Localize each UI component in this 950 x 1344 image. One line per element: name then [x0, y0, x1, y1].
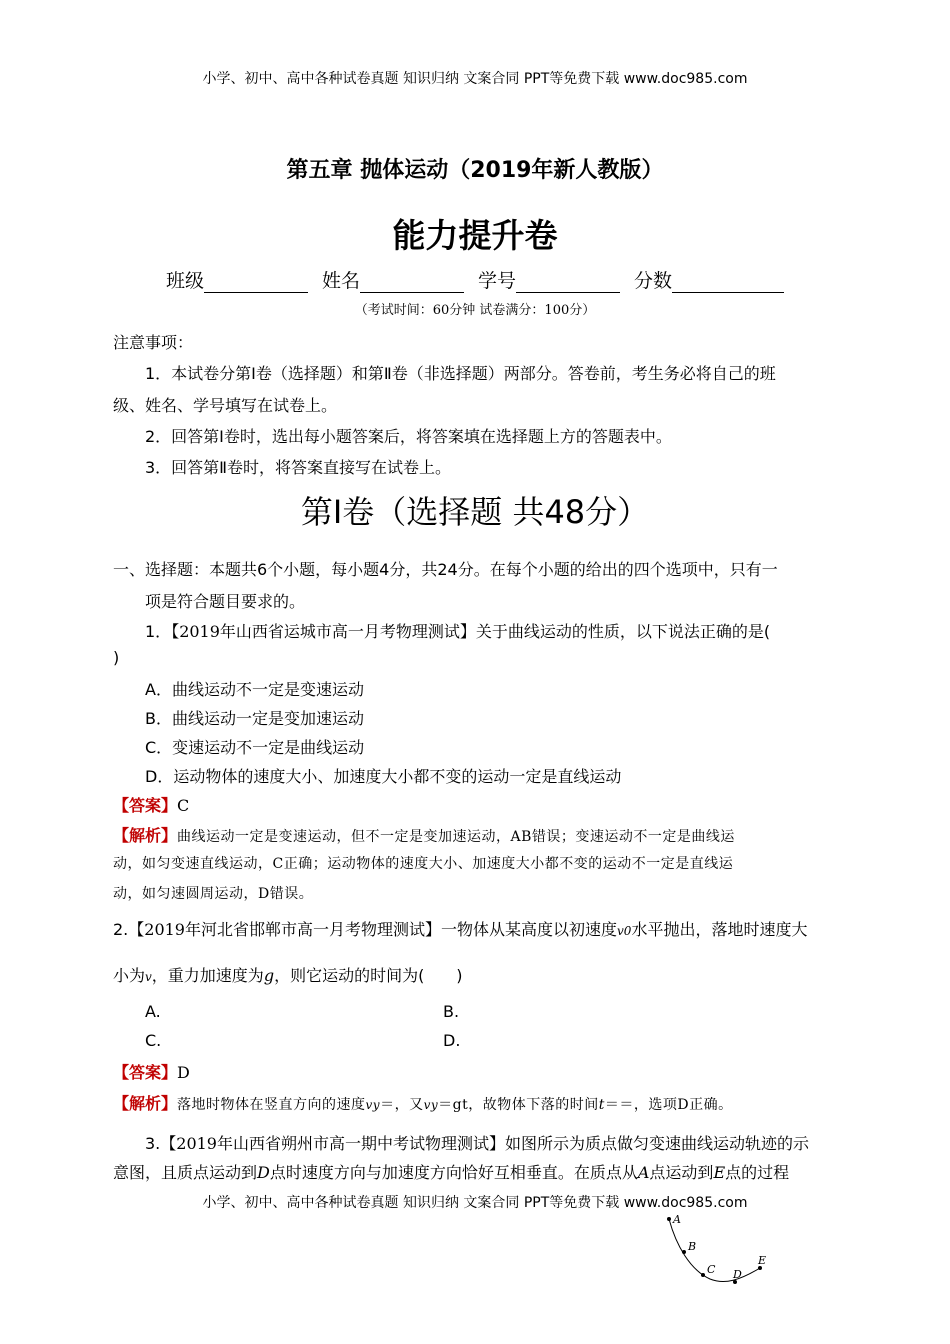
q2-stem-c: 小为 [113, 966, 146, 985]
note-item-3: 3．回答第Ⅱ卷时，将答案直接写在试卷上。 [145, 458, 452, 477]
q2-number: 2. [113, 920, 129, 939]
q2-option-a: A. [145, 1002, 161, 1021]
part1-intro-cont: 项是符合题目要求的。 [145, 592, 306, 611]
q3-stem-b: 点时速度方向与加速度方向恰好互相垂直。在质点从 [269, 1163, 638, 1182]
page-header: 小学、初中、高中各种试卷真题 知识归纳 文案合同 PPT等免费下载 www.doc985.com [202, 71, 748, 87]
q2-answer-value: D [177, 1063, 190, 1082]
q1-analysis-label: 【解析】 [113, 826, 178, 845]
question-3 [145, 1131, 809, 1154]
q1-answer [113, 793, 189, 816]
q3-stem-line1: 如图所示为质点做匀变速曲线运动轨迹的示 [505, 1134, 810, 1153]
question-1 [145, 619, 770, 642]
q2-answer-label: 【答案】 [113, 1063, 178, 1082]
q1-stem-end: ) [113, 648, 120, 667]
class-label: 班级 [165, 270, 204, 292]
q3-source: 【2019年山西省朔州市高一期中考试物理测试】 [160, 1134, 505, 1153]
q2-stem-a: 一物体从某高度以初速度 [441, 920, 618, 939]
number-blank[interactable] [516, 274, 620, 293]
q2-v0: v0 [617, 924, 632, 938]
q2-t: t [598, 1097, 605, 1113]
q3-point-e: E [713, 1163, 726, 1182]
q1-analysis-line3: 动，如匀速圆周运动，D错误。 [113, 886, 314, 902]
name-blank[interactable] [360, 274, 464, 293]
q1-answer-label: 【答案】 [113, 796, 178, 815]
class-blank[interactable] [204, 274, 308, 293]
point-e-label: E [758, 1254, 767, 1267]
point-b-dot [682, 1250, 686, 1254]
q2-answer [113, 1060, 190, 1083]
q1-option-c: C．变速运动不一定是曲线运动 [145, 738, 365, 757]
q2-stem-e: ，则它运动的时间为( ) [274, 966, 463, 985]
q1-analysis-line1: 曲线运动一定是变速运动，但不一定是变加速运动，AB错误；变速运动不一定是曲线运 [177, 829, 735, 845]
q1-analysis-line2: 动，如匀变速直线运动，C正确；运动物体的速度大小、加速度大小都不变的运动不一定是直线运 [113, 856, 734, 872]
name-label: 姓名 [321, 270, 360, 292]
q1-option-a: A．曲线运动不一定是变速运动 [145, 680, 364, 699]
q2-analysis-a: 落地时物体在竖直方向的速度 [177, 1097, 366, 1113]
question-3-cont [113, 1160, 789, 1183]
q1-answer-value: C [177, 796, 190, 815]
question-2-cont [113, 963, 463, 986]
q1-option-b: B．曲线运动一定是变加速运动 [145, 709, 364, 728]
point-c-label: C [707, 1263, 716, 1276]
note-item-2: 2．回答第Ⅰ卷时，选出每小题答案后，将答案填在选择题上方的答题表中。 [145, 427, 672, 446]
q2-stem-b: 水平抛出，落地时速度大 [631, 920, 808, 939]
q1-analysis [113, 823, 735, 846]
q2-analysis-d: ＝＝，选项D正确。 [604, 1097, 733, 1113]
q1-source: 【2019年山西省运城市高一月考物理测试】 [171, 622, 476, 641]
score-blank[interactable] [672, 274, 784, 293]
q2-vy-1: vy [365, 1098, 381, 1112]
q3-point-d: D [257, 1163, 270, 1182]
point-c-dot [701, 1273, 705, 1277]
point-a-dot [667, 1217, 671, 1221]
point-d-label: D [733, 1268, 742, 1281]
number-label: 学号 [478, 270, 517, 292]
question-2 [113, 917, 807, 940]
q2-analysis-label: 【解析】 [113, 1094, 178, 1113]
q1-stem: 关于曲线运动的性质，以下说法正确的是( [475, 622, 771, 641]
q3-stem-c: 点运动到 [649, 1163, 714, 1182]
q1-option-d: D．运动物体的速度大小、加速度大小都不变的运动一定是直线运动 [145, 767, 622, 786]
q2-vy-2: vy [423, 1098, 439, 1112]
point-a-label: A [673, 1213, 681, 1226]
q3-number: 3. [145, 1134, 161, 1153]
q2-analysis [113, 1091, 733, 1114]
q2-g: g [263, 966, 275, 985]
paper-subtitle: 能力提升卷 [392, 216, 558, 255]
part1-intro: 一、选择题：本题共6个小题，每小题4分，共24分。在每个小题的给出的四个选项中，只有一 [113, 560, 778, 579]
student-info-line [0, 266, 950, 293]
q2-v: v [145, 970, 152, 984]
q2-stem-d: ，重力加速度为 [151, 966, 264, 985]
exam-info: （考试时间：60分钟 试卷满分：100分） [354, 303, 596, 318]
page-footer: 小学、初中、高中各种试卷真题 知识归纳 文案合同 PPT等免费下载 www.doc985.com [202, 1195, 748, 1211]
chapter-title: 第五章 抛体运动（2019年新人教版） [286, 158, 664, 183]
q1-number: 1． [145, 622, 172, 641]
q2-source: 【2019年河北省邯郸市高一月考物理测试】 [128, 920, 441, 939]
section-title: 第Ⅰ卷（选择题 共48分） [300, 493, 650, 531]
trajectory-figure [650, 1205, 780, 1290]
q2-option-b: B. [443, 1002, 460, 1021]
q3-stem-a: 意图，且质点运动到 [113, 1163, 258, 1182]
note-item-1: 1．本试卷分第Ⅰ卷（选择题）和第Ⅱ卷（非选择题）两部分。答卷前，考生务必将自己的班 [145, 364, 776, 383]
q2-analysis-c: ＝gt，故物体下落的时间 [438, 1097, 599, 1113]
q2-option-c: C. [145, 1031, 162, 1050]
score-label: 分数 [634, 270, 673, 292]
q2-option-d: D. [443, 1031, 461, 1050]
notes-heading: 注意事项： [113, 333, 194, 352]
q3-stem-d: 点的过程 [725, 1163, 790, 1182]
point-b-label: B [688, 1240, 697, 1253]
note-item-1-cont: 级、姓名、学号填写在试卷上。 [113, 396, 338, 415]
q3-point-a: A [637, 1163, 650, 1182]
q2-analysis-b: ＝，又 [380, 1097, 424, 1113]
